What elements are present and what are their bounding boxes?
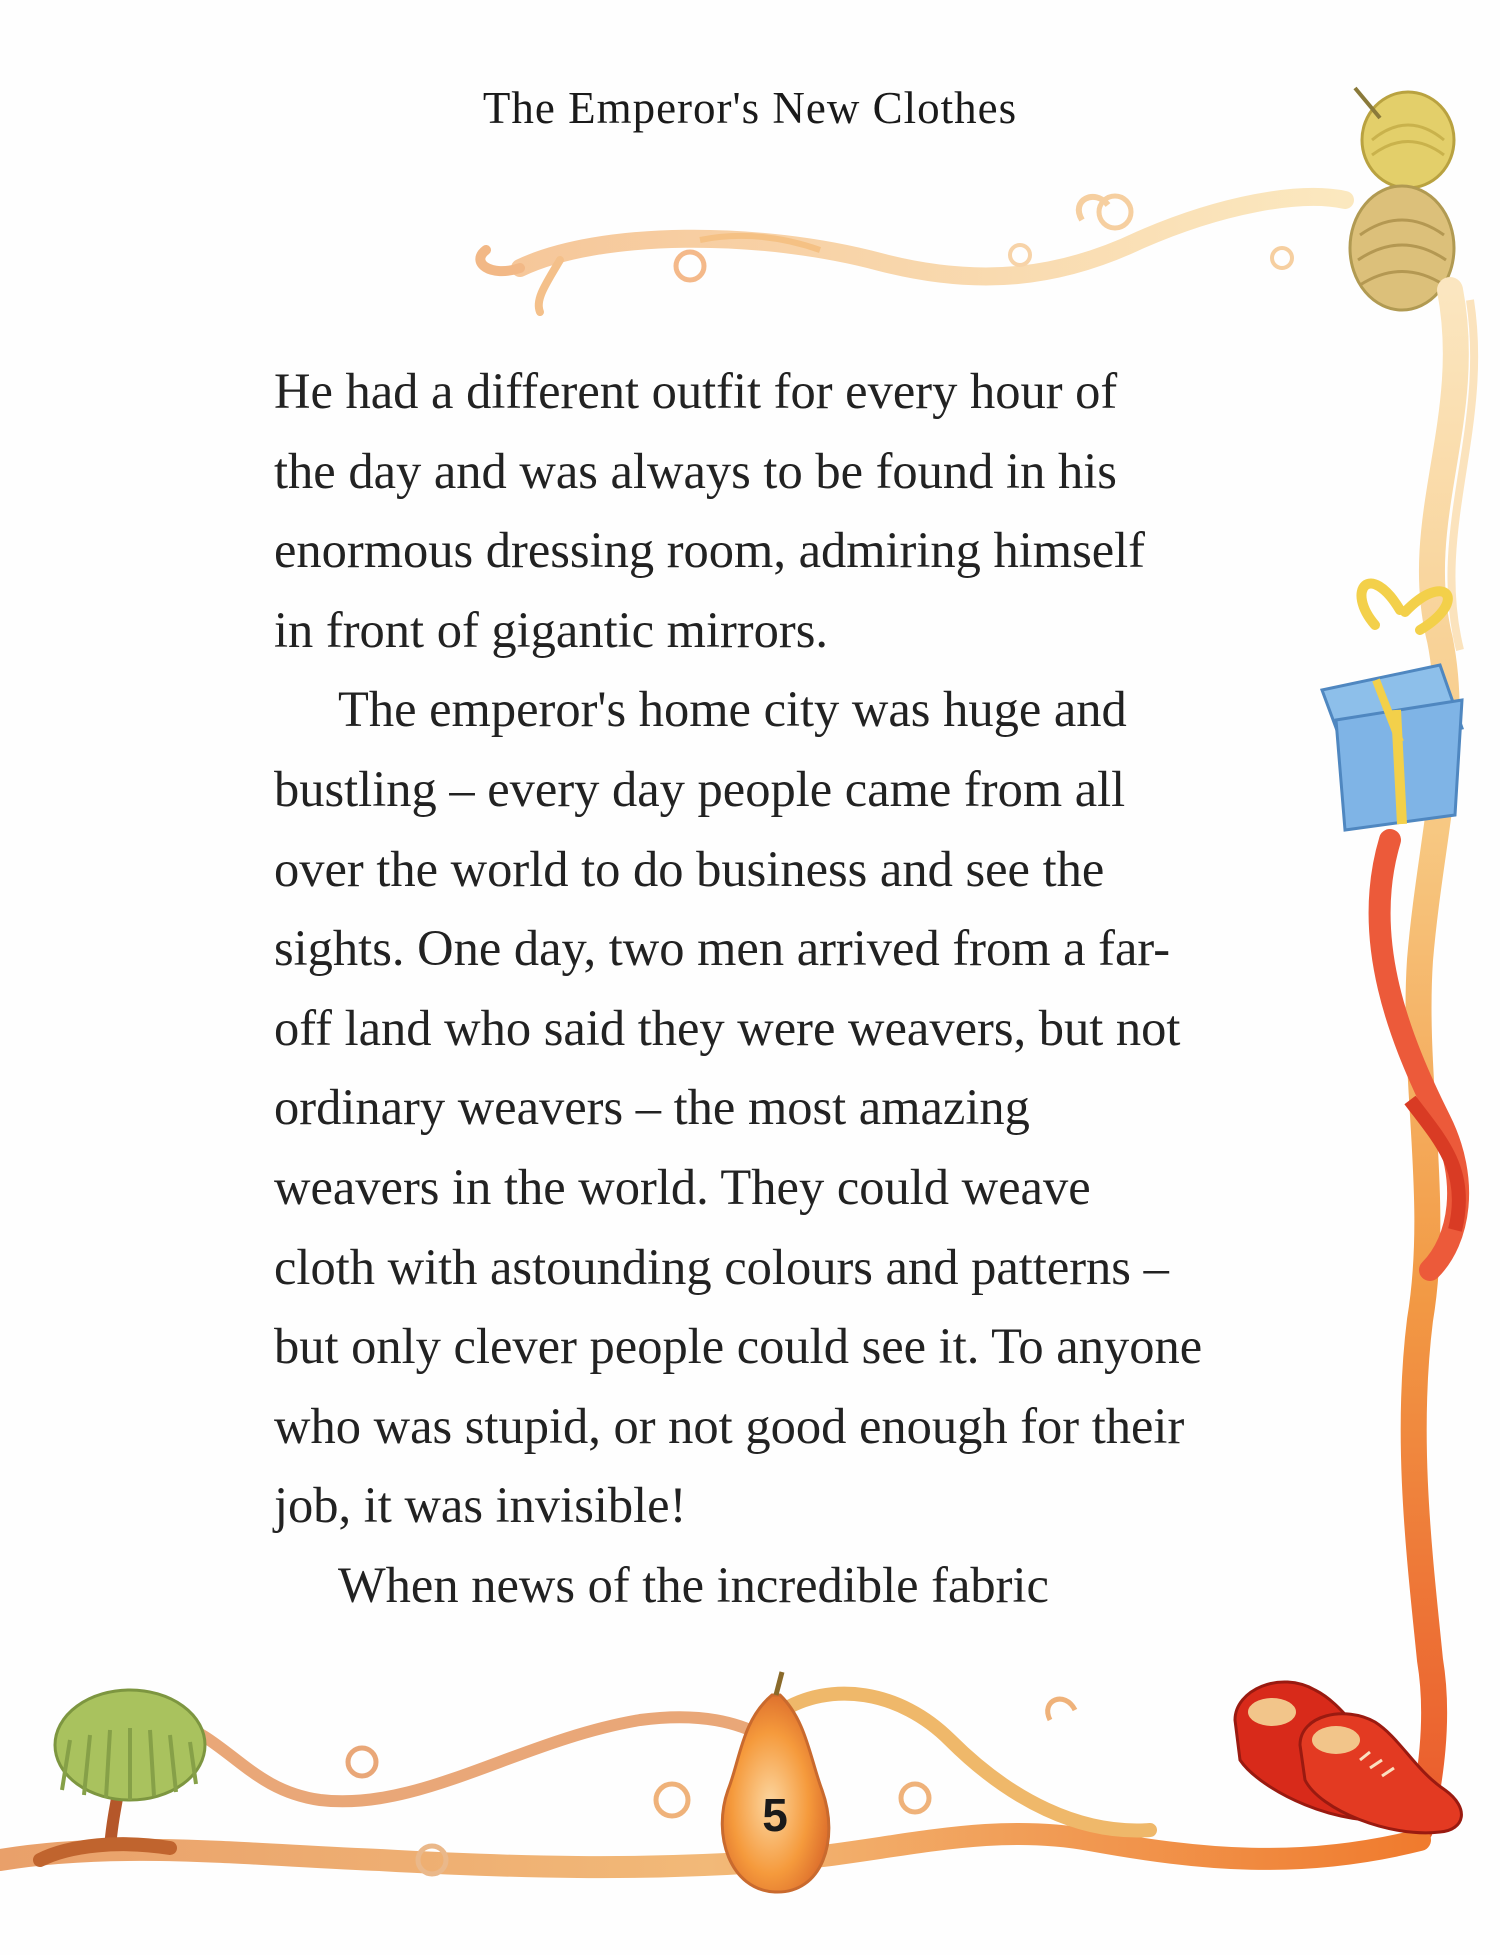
story-text <box>274 352 1274 1626</box>
willow-tree <box>40 1690 205 1860</box>
text-line: over the world to do business and see the <box>274 840 1105 897</box>
text-line: He had a different outfit for every hour of <box>274 363 1118 419</box>
text-line: bustling – every day people came from all <box>274 760 1126 817</box>
text-line: ordinary weavers – the most amazing <box>274 1079 1030 1136</box>
text-line: weavers in the world. They could weave <box>274 1158 1091 1215</box>
text-line: but only clever people could see it. To anyone <box>274 1318 1203 1375</box>
text-line: job, it was invisible! <box>274 1477 687 1534</box>
bottom-flourish <box>0 1694 1420 1874</box>
text-line: the day and was always to be found in his <box>274 442 1117 499</box>
text-line: The emperor's home city was huge and <box>338 681 1127 738</box>
text-line: sights. One day, two men arrived from a far- <box>274 920 1171 977</box>
text-line: enormous dressing room, admiring himself <box>274 522 1146 579</box>
top-flourish <box>480 196 1345 312</box>
text-line: off land who said they were weavers, but not <box>274 999 1181 1056</box>
running-title: The Emperor's New Clothes <box>482 83 1018 133</box>
pear <box>722 1672 829 1892</box>
text-line: When news of the incredible fabric <box>338 1556 1049 1613</box>
text-line: who was stupid, or not good enough for their <box>274 1397 1185 1454</box>
page-number: 5 <box>762 1789 788 1841</box>
right-ribbon <box>1380 290 1475 1830</box>
text-line: in front of gigantic mirrors. <box>274 601 828 658</box>
text-line: cloth with astounding colours and patterns – <box>274 1238 1169 1295</box>
